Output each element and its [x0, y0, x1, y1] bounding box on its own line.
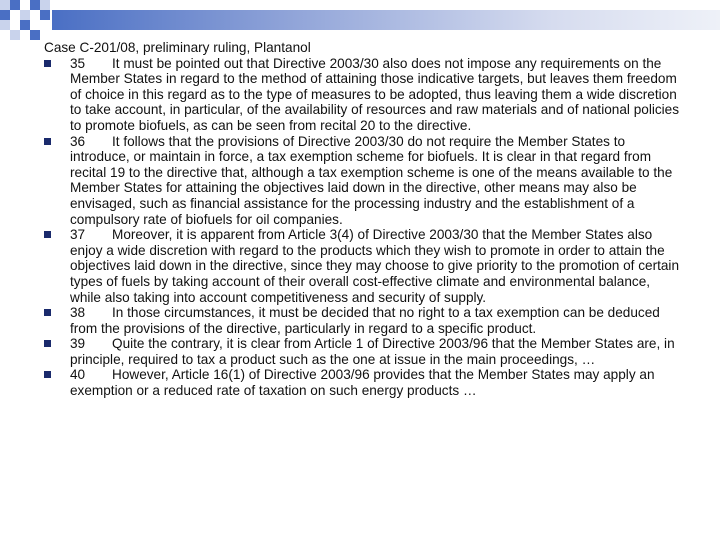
paragraph-number: 37 — [70, 227, 86, 243]
slide-body — [44, 40, 684, 399]
paragraph-text: However, Article 16(1) of Directive 2003/96 provides that the Member States may apply an exemption or a reduced rate of taxation on such energy products … — [70, 367, 655, 399]
case-heading: Case C‑201/08, preliminary ruling, Plantanol — [44, 40, 311, 55]
paragraph-text: It follows that the provisions of Directive 2003/30 do not require the Member States to introduce, or maintain in force, a tax exemption scheme for biofuels. It is clear in that regard from recital 19 to the directive that, although a tax exemption scheme is one of the means available to the Member States for attaining the objectives laid down in the directive, other means may also be envisaged, such as financial assistance for the processing industry and the establishment of a compulsory rate of biofuels for oil companies. — [70, 133, 673, 227]
paragraph-number: 38 — [70, 305, 86, 321]
paragraph-number: 36 — [70, 133, 86, 149]
square-bullet-icon — [44, 371, 51, 378]
paragraph-text: It must be pointed out that Directive 2003/30 also does not impose any requirements on the Member States in regard to the method of attaining those indicative targets, but leaves them freedom of choice in this regard as to the type of measures to be adopted, thus leaving them a wide discretion to take account, in particular, of the availability of resources and raw materials and of national policies to promote biofuels, as can be seen from recital 20 to the directive. — [70, 55, 680, 133]
paragraph-number: 39 — [70, 336, 86, 352]
paragraph-item — [44, 56, 684, 134]
decorative-checker-pattern — [0, 0, 60, 40]
square-bullet-icon — [44, 138, 51, 145]
paragraph-item — [44, 227, 684, 305]
square-bullet-icon — [44, 60, 51, 67]
paragraph-item — [44, 367, 684, 398]
title-gradient-bar — [52, 10, 720, 30]
square-bullet-icon — [44, 340, 51, 347]
paragraph-number: 40 — [70, 367, 86, 383]
square-bullet-icon — [44, 309, 51, 316]
paragraph-text: Moreover, it is apparent from Article 3(4) of Directive 2003/30 that the Member States also enjoy a wide discretion with regard to the products which they wish to promote in order to attain the objectives laid down in the directive, since they may choose to give priority to the promotion of certain types of fuels by taking account of their overall cost-effective climate and environmental balance, while also taking into account competitiveness and security of supply. — [70, 227, 680, 305]
paragraph-text: In those circumstances, it must be decided that no right to a tax exemption can be deduced from the provisions of the directive, particularly in regard to a specific product. — [70, 305, 660, 336]
paragraph-item — [44, 305, 684, 336]
paragraph-number: 35 — [70, 55, 86, 71]
paragraph-text: Quite the contrary, it is clear from Article 1 of Directive 2003/96 that the Member States are, in principle, required to tax a product such as the one at issue in the main proceedings, … — [70, 336, 675, 367]
paragraph-item — [44, 336, 684, 367]
paragraph-item — [44, 134, 684, 228]
square-bullet-icon — [44, 231, 51, 238]
